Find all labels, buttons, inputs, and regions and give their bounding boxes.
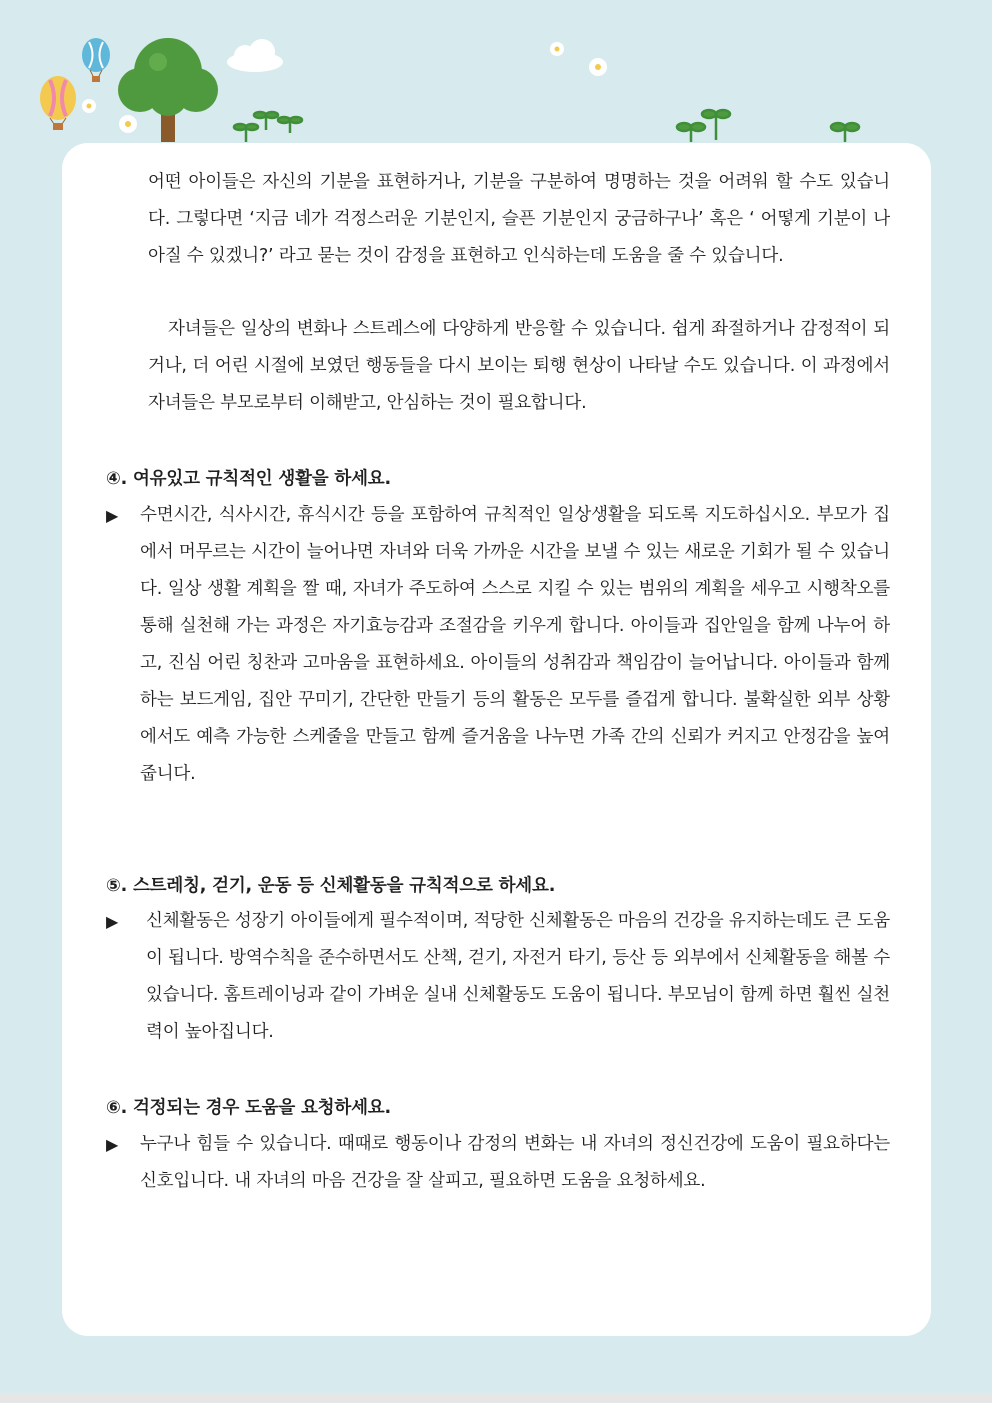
bullet-arrow-icon: ▶ xyxy=(106,1135,119,1154)
sprout-icon xyxy=(234,110,859,142)
hot-air-balloon-blue-icon xyxy=(82,38,110,82)
section-heading-4: ④. 여유있고 규칙적인 생활을 하세요. xyxy=(106,469,391,489)
section-text-4: 수면시간, 식사시간, 휴식시간 등을 포함하여 규칙적인 일상생활을 되도록 지도하십시오. 부모가 집에서 머무르는 시간이 늘어나면 자녀와 더욱 가까운 시간을 보낼 수 있는 새로운 기회가 될 수 있습니다. 일상 생활 계획을 짤 때, 자녀가 주도하여 스스로 지킬 수 있는 범위의 계획을 세우고 시행착오를 통해 실천해 가는 과정은 자기효능감과 조절감을 키우게 합니다. 아이들과 집안일을 함께 나누어 하고, 진심 어린 칭찬과 고마움을 표현하세요. 아이들의 성취감과 책임감이 늘어납니다. 아이들과 함께하는 보드게임, 집안 꾸미기, 간단한 만들기 등의 활동은 모두를 즐겁게 합니다. 불확실한 외부 상황에서도 예측 가능한 스케줄을 만들고 함께 즐거움을 나누면 가족 간의 신뢰가 커지고 안정감을 높여줍니다. xyxy=(140,505,890,784)
cloud-icon xyxy=(227,39,283,72)
bullet-arrow-icon: ▶ xyxy=(106,506,119,525)
intro-paragraph-1: 어떤 아이들은 자신의 기분을 표현하거나, 기분을 구분하여 명명하는 것을 어려워 할 수도 있습니다. 그렇다면 ‘지금 네가 걱정스러운 기분인지, 슬픈 기분인지 궁금하구나’ 혹은 ‘ 어떻게 기분이 나아질 수 있겠니?’ 라고 묻는 것이 감정을 표현하고 인식하는데 도움을 줄 수 있습니다. xyxy=(148,172,890,266)
intro-paragraph-2: 자녀들은 일상의 변화나 스트레스에 다양하게 반응할 수 있습니다. 쉽게 좌절하거나 감정적이 되거나, 더 어린 시절에 보였던 행동들을 다시 보이는 퇴행 현상이 나타날 수도 있습니다. 이 과정에서 자녀들은 부모로부터 이해받고, 안심하는 것이 필요합니다. xyxy=(148,319,890,413)
section-heading-5: ⑤. 스트레칭, 걷기, 운동 등 신체활동을 규칙적으로 하세요. xyxy=(106,876,556,896)
header-illustration xyxy=(0,0,992,150)
section-heading-6: ⑥. 걱정되는 경우 도움을 요청하세요. xyxy=(106,1098,391,1118)
hot-air-balloon-yellow-icon xyxy=(40,76,76,130)
page-bottom-strip xyxy=(0,1393,992,1403)
section-text-6: 누구나 힘들 수 있습니다. 때때로 행동이나 감정의 변화는 내 자녀의 정신건강에 도움이 필요하다는 신호입니다. 내 자녀의 마음 건강을 잘 살피고, 필요하면 도움을 요청하세요. xyxy=(140,1134,890,1191)
section-text-5: 신체활동은 성장기 아이들에게 필수적이며, 적당한 신체활동은 마음의 건강을 유지하는데도 큰 도움이 됩니다. 방역수칙을 준수하면서도 산책, 걷기, 자전거 타기, 등산 등 외부에서 신체활동을 해볼 수 있습니다. 홈트레이닝과 같이 가벼운 실내 신체활동도 도움이 됩니다. 부모님이 함께 하면 훨씬 실천력이 높아집니다. xyxy=(146,911,890,1042)
bullet-arrow-icon: ▶ xyxy=(106,912,119,931)
